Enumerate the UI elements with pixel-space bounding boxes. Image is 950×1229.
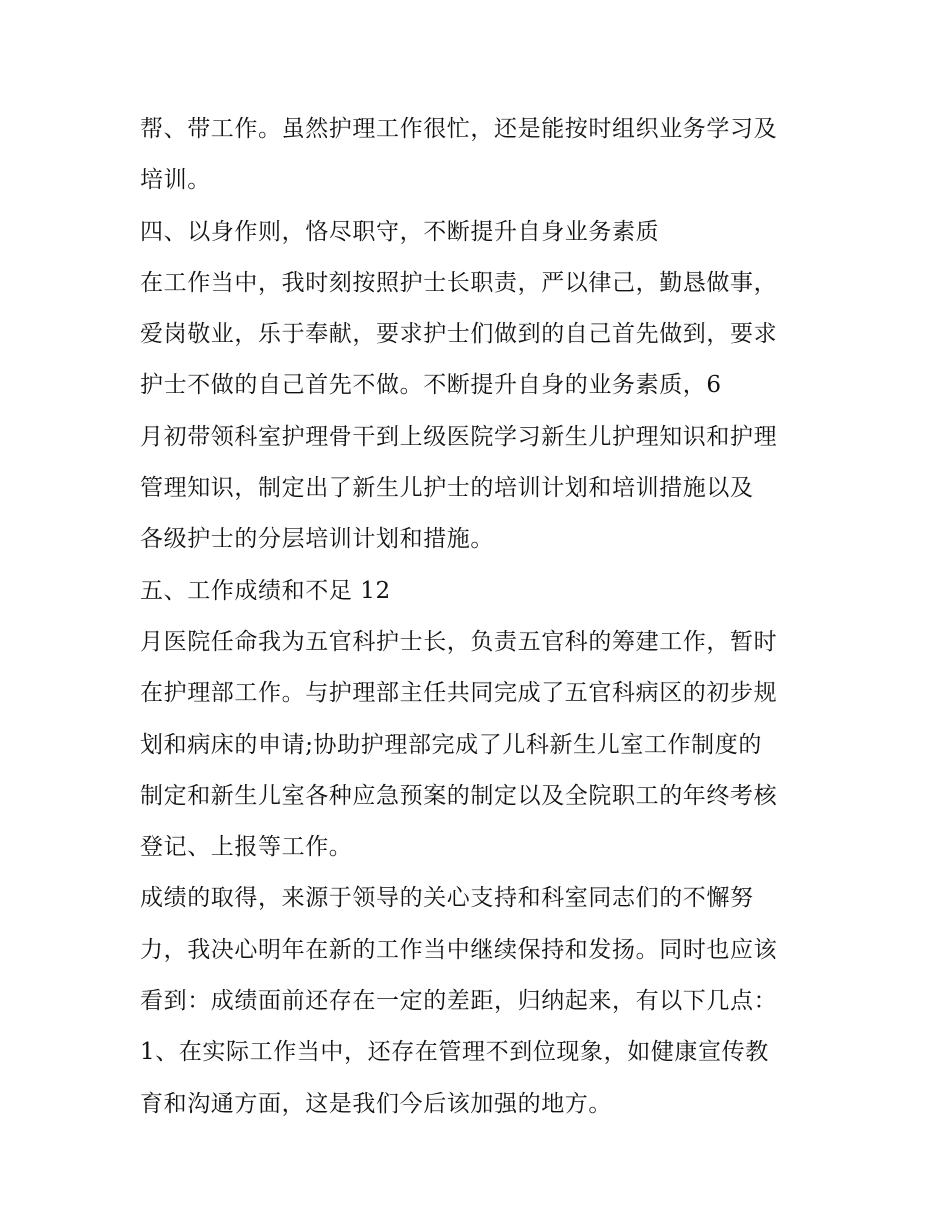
text-line: 月医院任命我为五官科护士长，负责五官科的筹建工作，暂时 [140,628,778,655]
text-line: 在护理部工作。与护理部主任共同完成了五官科病区的初步规 [140,680,778,707]
text-line: 成绩的取得，来源于领导的关心支持和科室同志们的不懈努 [140,885,754,912]
text-line: 各级护士的分层培训计划和措施。 [140,526,494,553]
section-heading: 五、工作成绩和不足 12 [140,577,391,604]
document-body [140,104,820,1130]
text-line: 管理知识，制定出了新生儿护士的培训计划和培训措施以及 [140,475,754,502]
text-line: 力，我决心明年在新的工作当中继续保持和发扬。同时也应该 [140,936,778,963]
text-line: 划和病床的申请;协助护理部完成了儿科新生儿室工作制度的 [140,731,762,758]
list-item: 1、在实际工作当中，还存在管理不到位现象，如健康宣传教 [140,1039,769,1066]
text-line: 看到：成绩面前还存在一定的差距，归纳起来，有以下几点： [140,988,778,1015]
text-line: 育和沟通方面，这是我们今后该加强的地方。 [140,1090,612,1117]
text-line: 护士不做的自己首先不做。不断提升自身的业务素质，6 [140,372,722,399]
text-line: 培训。 [140,167,211,194]
text-line: 月初带领科室护理骨干到上级医院学习新生儿护理知识和护理 [140,423,778,450]
text-line: 爱岗敬业，乐于奉献，要求护士们做到的自己首先做到，要求 [140,321,778,348]
text-line: 登记、上报等工作。 [140,834,353,861]
text-line: 制定和新生儿室各种应急预案的制定以及全院职工的年终考核 [140,782,778,809]
text-line: 帮、带工作。虽然护理工作很忙，还是能按时组织业务学习及 [140,116,778,142]
section-heading: 四、以身作则，恪尽职守，不断提升自身业务素质 [140,218,660,245]
text-line: 在工作当中，我时刻按照护士长职责，严以律己，勤恳做事， [140,269,778,296]
